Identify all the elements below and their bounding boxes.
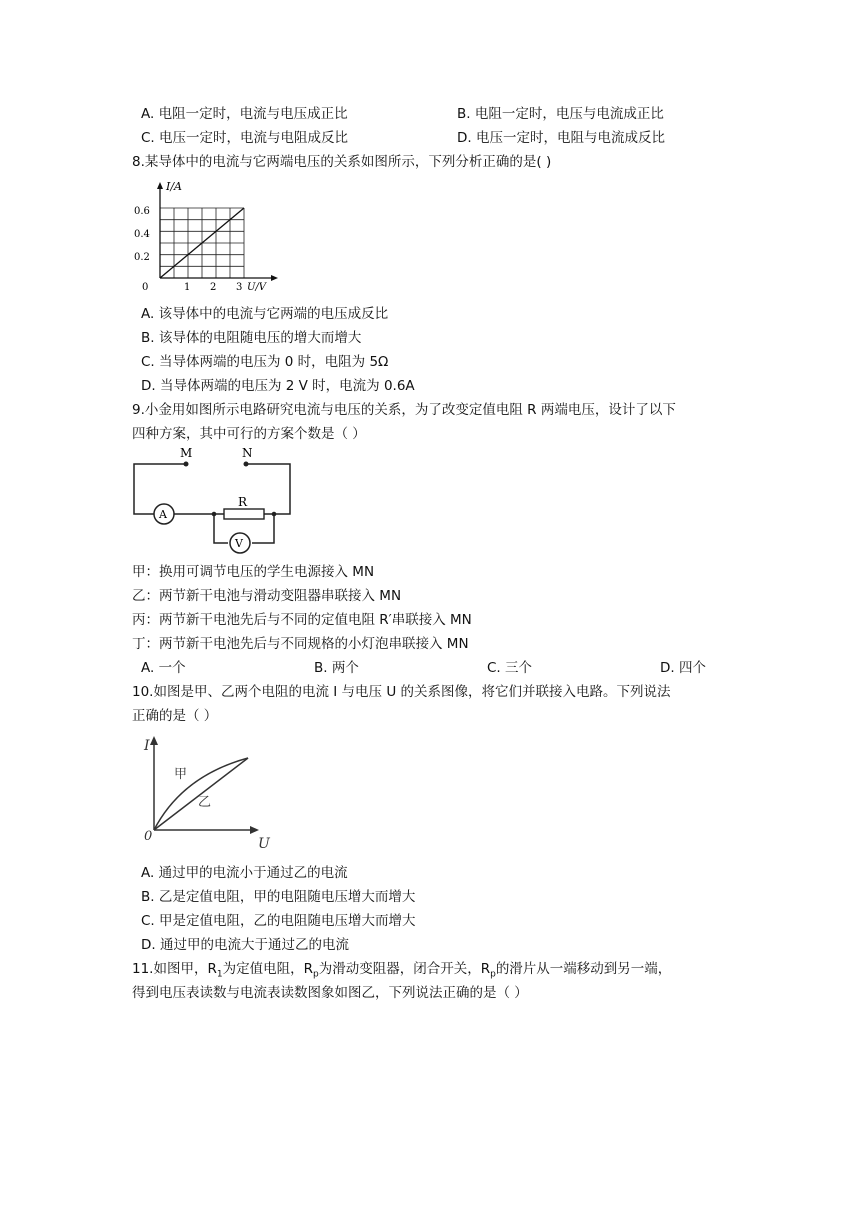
q11-stem-c: 为滑动变阻器，闭合开关，R [318, 961, 491, 977]
q11-sub-1: 1 [216, 969, 223, 980]
q8-option-c: C. 当导体两端的电压为 0 时，电阻为 5Ω [141, 354, 389, 370]
q9-terminal-n [244, 462, 249, 467]
q10-x-arrow [250, 826, 259, 834]
q10-label-jia: 甲 [174, 767, 188, 782]
q9-label-n: N [242, 446, 253, 460]
q9-option-c: C. 三个 [487, 660, 533, 676]
q8-x-arrow [271, 275, 278, 281]
q11-stem-b: 为定值电阻，R [222, 961, 313, 977]
q8-iu-graph [132, 178, 302, 298]
q11-stem-line2: 得到电压表读数与电流表读数图象如图乙，下列说法正确的是（ ） [132, 985, 528, 1001]
q10-stem-line1: 10.如图是甲、乙两个电阻的电流 I 与电压 U 的关系图像，将它们并联接入电路。下列说法 [132, 684, 671, 700]
q10-xlabel: U [258, 836, 270, 852]
q11-stem-line1 [132, 960, 671, 984]
q11-sub-p2: p [490, 969, 496, 980]
q10-y-arrow [150, 736, 158, 745]
q8-ytick-0.6: 0.6 [134, 206, 150, 217]
q7-option-a: A. 电阻一定时，电流与电压成正比 [141, 106, 348, 122]
q9-scheme-jia: 甲：换用可调节电压的学生电源接入 MN [132, 564, 375, 580]
q10-iu-graph [140, 728, 280, 854]
q7-option-c: C. 电压一定时，电流与电阻成反比 [141, 130, 349, 146]
q7-option-d: D. 电压一定时，电阻与电流成反比 [457, 130, 665, 146]
q8-xtick-2: 2 [210, 282, 217, 293]
q8-y-arrow [157, 182, 163, 189]
q9-scheme-bing: 丙：两节新干电池先后与不同的定值电阻 R′串联接入 MN [132, 612, 472, 628]
q8-stem: 8.某导体中的电流与它两端电压的关系如图所示，下列分析正确的是( ) [132, 154, 552, 170]
q10-option-c: C. 甲是定值电阻，乙的电阻随电压增大而增大 [141, 913, 416, 929]
q9-circuit-diagram [128, 446, 303, 556]
q8-ytick-0.4: 0.4 [134, 229, 150, 240]
q9-resistor-r [224, 509, 264, 519]
q8-ytick-0.2: 0.2 [134, 252, 150, 263]
q10-option-b: B. 乙是定值电阻，甲的电阻随电压增大而增大 [141, 889, 416, 905]
q9-option-d: D. 四个 [660, 660, 706, 676]
q9-label-v: V [235, 537, 243, 550]
q8-xlabel: U/V [247, 282, 267, 293]
q10-ylabel: I [144, 738, 150, 754]
q9-label-a: A [159, 508, 167, 521]
q8-xtick-3: 3 [236, 282, 243, 293]
q10-option-a: A. 通过甲的电流小于通过乙的电流 [141, 865, 348, 881]
q7-option-b: B. 电阻一定时，电压与电流成正比 [457, 106, 664, 122]
q9-wire-right [246, 464, 290, 514]
q10-origin: 0 [144, 829, 153, 844]
q10-line-yi [154, 758, 248, 830]
q9-terminal-m [184, 462, 189, 467]
q10-stem-line2: 正确的是（ ） [132, 708, 218, 724]
q8-option-b: B. 该导体的电阻随电压的增大而增大 [141, 330, 362, 346]
q8-origin: 0 [142, 282, 149, 293]
q9-stem-line2: 四种方案，其中可行的方案个数是（ ） [132, 426, 366, 442]
q9-label-m: M [180, 446, 193, 460]
q9-option-a: A. 一个 [141, 660, 186, 676]
q10-option-d: D. 通过甲的电流大于通过乙的电流 [141, 937, 349, 953]
q11-stem-a: 11.如图甲，R [132, 961, 217, 977]
q8-ylabel: I/A [166, 180, 182, 193]
q11-stem-d: 的滑片从一端移动到另一端， [495, 961, 672, 977]
q11-sub-p1: p [312, 969, 319, 980]
q9-scheme-ding: 丁：两节新干电池先后与不同规格的小灯泡串联接入 MN [132, 636, 469, 652]
q8-option-a: A. 该导体中的电流与它两端的电压成反比 [141, 306, 389, 322]
q8-option-d: D. 当导体两端的电压为 2 V 时，电流为 0.6A [141, 378, 415, 394]
q8-xtick-1: 1 [184, 282, 191, 293]
q9-label-r: R [238, 495, 248, 509]
q9-stem-line1: 9.小金用如图所示电路研究电流与电压的关系，为了改变定值电阻 R 两端电压，设计了以下 [132, 402, 676, 418]
q9-scheme-yi: 乙：两节新干电池与滑动变阻器串联接入 MN [132, 588, 402, 604]
q10-label-yi: 乙 [198, 795, 212, 810]
q9-option-b: B. 两个 [314, 660, 359, 676]
